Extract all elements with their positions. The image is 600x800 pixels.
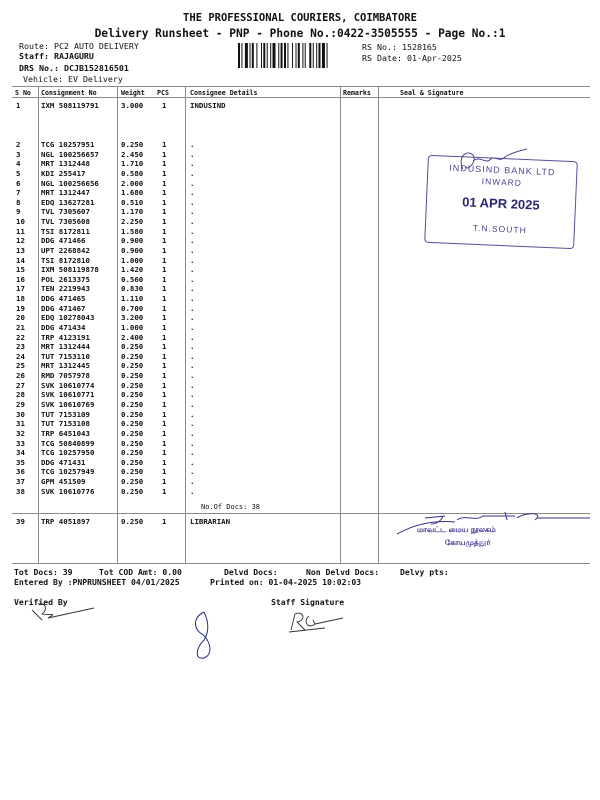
route-label: Route: PC2 AUTO DELIVERY <box>19 41 139 51</box>
table-row <box>0 458 600 467</box>
row-sno: 14 <box>16 255 25 265</box>
row-consignee: . <box>190 342 195 352</box>
row-weight: 0.250 <box>121 467 144 477</box>
row-pcs: 1 <box>162 149 167 159</box>
row-consignee: . <box>190 284 195 294</box>
row-sno: 18 <box>16 294 25 304</box>
row-pcs: 1 <box>162 517 167 526</box>
row-consignment-no: SVK 10610774 <box>41 380 95 390</box>
row-pcs: 1 <box>162 390 167 400</box>
row-consignee: LIBRARIAN <box>190 517 231 526</box>
row-consignee: . <box>190 477 195 487</box>
row-consignment-no: NGL 100256657 <box>41 149 99 159</box>
table-row <box>0 323 600 332</box>
row-consignee: . <box>190 255 195 265</box>
row-sno: 11 <box>16 226 25 236</box>
row-sno: 13 <box>16 245 25 255</box>
runsheet-title: Delivery Runsheet - PNP - Phone No.:0422-3505555 - Page No.:1 <box>94 27 506 40</box>
row-sno: 5 <box>16 168 21 178</box>
row-pcs: 1 <box>162 197 167 207</box>
table-row <box>0 410 600 419</box>
row-consignee: . <box>190 245 195 255</box>
barcode-bar <box>252 43 254 68</box>
row-weight: 0.250 <box>121 517 144 526</box>
row-sno: 8 <box>16 197 21 207</box>
row-pcs: 1 <box>162 303 167 313</box>
row-consignee: . <box>190 168 195 178</box>
row-consignment-no: MRT 1312444 <box>41 342 90 352</box>
row-consignee: . <box>190 265 195 275</box>
row-consignment-no: TRP 6451043 <box>41 428 90 438</box>
row-pcs: 1 <box>162 457 167 467</box>
barcode-bar <box>278 43 279 68</box>
table-row <box>0 284 600 293</box>
row-weight: 0.250 <box>121 380 144 390</box>
library-stamp-line1: மாவட்ட மைய நூலகம் <box>417 525 496 534</box>
row-pcs: 1 <box>162 419 167 429</box>
row-consignment-no: DDG 471434 <box>41 322 86 332</box>
library-stamp-line2: கோயமுத்தூர் <box>445 538 491 547</box>
row-weight: 2.250 <box>121 217 144 227</box>
row-consignment-no: TCG 10257950 <box>41 448 95 458</box>
row-consignment-no: GPM 451509 <box>41 477 86 487</box>
row-weight: 3.000 <box>121 101 144 110</box>
row-weight: 0.900 <box>121 236 144 246</box>
barcode-bar <box>281 43 283 68</box>
row-sno: 25 <box>16 361 25 371</box>
row-sno: 38 <box>16 486 25 496</box>
total-cod-amount: Tot COD Amt: 0.00 <box>99 567 182 577</box>
table-row <box>0 439 600 448</box>
row-sno: 26 <box>16 371 25 381</box>
stamp-region: T.N.SOUTH <box>472 222 527 236</box>
barcode-bar <box>302 43 303 68</box>
row-consignee: . <box>190 448 195 458</box>
row-sno: 32 <box>16 428 25 438</box>
row-pcs: 1 <box>162 178 167 188</box>
row-consignment-no: RMD 7057978 <box>41 371 90 381</box>
barcode-bar <box>298 43 300 68</box>
row-consignee: . <box>190 419 195 429</box>
row-consignment-no: TVL 7305607 <box>41 207 90 217</box>
row-pcs: 1 <box>162 207 167 217</box>
barcode-bar <box>263 43 265 68</box>
row-weight: 0.250 <box>121 477 144 487</box>
row-pcs: 1 <box>162 101 167 110</box>
header-bottom-border <box>12 97 590 98</box>
barcode-bar <box>273 43 276 68</box>
non-delivered-docs: Non Delvd Docs: <box>306 567 380 577</box>
row-sno: 30 <box>16 409 25 419</box>
col-header-weight: Weight <box>121 89 145 97</box>
barcode-bar <box>313 43 314 68</box>
rs-date: RS Date: 01-Apr-2025 <box>362 53 462 63</box>
row-consignment-no: TCG 50840899 <box>41 438 95 448</box>
table-row <box>0 304 600 313</box>
row-consignment-no: SVK 10610776 <box>41 486 95 496</box>
row-pcs: 1 <box>162 226 167 236</box>
row-sno: 6 <box>16 178 21 188</box>
row-consignment-no: POL 2613375 <box>41 274 90 284</box>
table-row <box>0 313 600 322</box>
verifier-signature-icon <box>28 600 98 622</box>
table-row <box>0 390 600 399</box>
row-consignment-no: IXM 508119791 <box>41 101 99 110</box>
barcode-bar <box>305 43 306 68</box>
row-sno: 31 <box>16 419 25 429</box>
table-row <box>0 361 600 370</box>
row-consignment-no: TUT 7153109 <box>41 409 90 419</box>
rs-number: RS No.: 1528165 <box>362 42 437 52</box>
col-header-sno: S No <box>15 89 31 97</box>
handwritten-mark-icon <box>190 610 220 665</box>
row-sno: 35 <box>16 457 25 467</box>
row-sno: 3 <box>16 149 21 159</box>
table-row <box>0 400 600 409</box>
row-weight: 0.250 <box>121 361 144 371</box>
row-consignee: . <box>190 159 195 169</box>
barcode-bar <box>327 43 328 68</box>
row-sno: 17 <box>16 284 25 294</box>
stamp-date: 01 APR 2025 <box>461 194 541 213</box>
row-pcs: 1 <box>162 265 167 275</box>
row-pcs: 1 <box>162 284 167 294</box>
barcode-icon <box>238 43 356 68</box>
row-consignment-no: TCG 10257951 <box>41 140 95 149</box>
row-consignment-no: DDG 471467 <box>41 303 86 313</box>
vehicle-label: Vehicle: EV Delivery <box>23 74 123 84</box>
row-weight: 0.560 <box>121 274 144 284</box>
row-weight: 1.420 <box>121 265 144 275</box>
row-consignment-no: KDI 255417 <box>41 168 86 178</box>
row-consignee: . <box>190 149 195 159</box>
table-row <box>0 419 600 428</box>
row-sno: 20 <box>16 313 25 323</box>
row-pcs: 1 <box>162 274 167 284</box>
barcode-bar <box>309 43 311 68</box>
row-consignee: . <box>190 486 195 496</box>
row-weight: 1.000 <box>121 322 144 332</box>
table-row <box>0 487 600 496</box>
row-consignment-no: IXM 508119878 <box>41 265 99 275</box>
row-sno: 2 <box>16 140 21 149</box>
row-sno: 24 <box>16 351 25 361</box>
row-consignment-no: NGL 100256656 <box>41 178 99 188</box>
printed-on: Printed on: 01-04-2025 10:02:03 <box>210 577 362 587</box>
row-sno: 9 <box>16 207 21 217</box>
row-consignee: . <box>190 322 195 332</box>
table-row <box>0 352 600 361</box>
row-weight: 0.250 <box>121 351 144 361</box>
table-row <box>0 294 600 303</box>
row-sno: 12 <box>16 236 25 246</box>
row-weight: 2.400 <box>121 332 144 342</box>
row-consignee: . <box>190 400 195 409</box>
row-weight: 0.250 <box>121 438 144 448</box>
barcode-bar <box>238 43 240 68</box>
bank-signature-icon <box>455 147 535 177</box>
barcode-bar <box>245 43 248 68</box>
row-pcs: 1 <box>162 322 167 332</box>
row-pcs: 1 <box>162 140 167 149</box>
row-sno: 1 <box>16 101 21 110</box>
staff-signature-icon <box>285 610 345 634</box>
row-weight: 0.580 <box>121 168 144 178</box>
drs-number: DRS No.: DCJB152816501 <box>19 63 129 73</box>
barcode-bar <box>296 43 297 68</box>
row-sno: 37 <box>16 477 25 487</box>
row-consignee: . <box>190 236 195 246</box>
col-header-remarks: Remarks <box>343 89 371 97</box>
table-row <box>0 467 600 476</box>
row-pcs: 1 <box>162 188 167 198</box>
company-title: THE PROFESSIONAL COURIERS, COIMBATORE <box>183 12 417 24</box>
table-row <box>0 265 600 274</box>
row-pcs: 1 <box>162 371 167 381</box>
row-sno: 36 <box>16 467 25 477</box>
row-consignment-no: MRT 1312445 <box>41 361 90 371</box>
row-consignment-no: MRT 1312447 <box>41 188 90 198</box>
delivery-points: Delvy pts: <box>400 567 449 577</box>
staff-label: Staff: RAJAGURU <box>19 51 94 61</box>
row-sno: 27 <box>16 380 25 390</box>
row-consignee: . <box>190 438 195 448</box>
row-consignee: . <box>190 207 195 217</box>
row-weight: 1.580 <box>121 226 144 236</box>
row-consignee: . <box>190 457 195 467</box>
row-sno: 34 <box>16 448 25 458</box>
row-consignee: . <box>190 178 195 188</box>
row-pcs: 1 <box>162 168 167 178</box>
row-weight: 0.700 <box>121 303 144 313</box>
row-consignment-no: SVK 10610771 <box>41 390 95 400</box>
row-consignee: . <box>190 140 195 149</box>
total-docs: Tot Docs: 39 <box>14 567 73 577</box>
row-pcs: 1 <box>162 236 167 246</box>
table-row <box>0 101 600 110</box>
barcode-bar <box>241 43 242 68</box>
row-pcs: 1 <box>162 332 167 342</box>
barcode-bar <box>284 43 286 68</box>
col-header-seal: Seal & Signature <box>400 89 464 97</box>
row-pcs: 1 <box>162 159 167 169</box>
group-doc-count: No.Of Docs: 38 <box>201 503 261 511</box>
table-row <box>0 333 600 342</box>
table-row <box>0 275 600 284</box>
row-consignment-no: DDG 471466 <box>41 236 86 246</box>
row-pcs: 1 <box>162 351 167 361</box>
row-weight: 0.250 <box>121 140 144 149</box>
row-pcs: 1 <box>162 380 167 390</box>
row-consignment-no: TRP 4123191 <box>41 332 90 342</box>
row-weight: 1.170 <box>121 207 144 217</box>
row-consignment-no: TCG 10257949 <box>41 467 95 477</box>
row-weight: 0.900 <box>121 245 144 255</box>
table-row <box>0 429 600 438</box>
row-consignment-no: DDG 471431 <box>41 457 86 467</box>
row-consignee: . <box>190 294 195 304</box>
row-pcs: 1 <box>162 217 167 227</box>
row-consignee: . <box>190 197 195 207</box>
row-consignee: . <box>190 390 195 400</box>
table-row <box>0 371 600 380</box>
row-weight: 1.680 <box>121 188 144 198</box>
row-weight: 3.200 <box>121 313 144 323</box>
row-pcs: 1 <box>162 486 167 496</box>
row-pcs: 1 <box>162 313 167 323</box>
row-pcs: 1 <box>162 467 167 477</box>
row-consignment-no: TRP 4051897 <box>41 517 90 526</box>
row-consignee: INDUSIND <box>190 101 226 110</box>
row-consignment-no: TEN 2219943 <box>41 284 90 294</box>
row-weight: 0.250 <box>121 342 144 352</box>
barcode-bar <box>261 43 262 68</box>
row-weight: 0.250 <box>121 400 144 409</box>
stamp-bank-name: INDUSIND BANK LTD <box>449 162 556 178</box>
row-sno: 7 <box>16 188 21 198</box>
barcode-bar <box>267 43 268 68</box>
table-bottom-border <box>12 563 590 564</box>
row-sno: 19 <box>16 303 25 313</box>
verified-by-label: Verified By <box>14 597 68 607</box>
row-sno: 15 <box>16 265 25 275</box>
row-consignee: . <box>190 371 195 381</box>
table-row <box>0 256 600 265</box>
row-consignment-no: EDQ 10278043 <box>41 313 95 323</box>
barcode-bar <box>250 43 251 68</box>
row-sno: 33 <box>16 438 25 448</box>
row-sno: 4 <box>16 159 21 169</box>
row-sno: 22 <box>16 332 25 342</box>
barcode-bar <box>287 43 288 68</box>
table-row <box>0 342 600 351</box>
row-consignment-no: TSI 8172810 <box>41 255 90 265</box>
row-consignment-no: UPT 2268842 <box>41 245 90 255</box>
row-weight: 0.250 <box>121 486 144 496</box>
row-consignment-no: TVL 7305608 <box>41 217 90 227</box>
row-weight: 0.250 <box>121 457 144 467</box>
entered-by: Entered By :PNPRUNSHEET 04/01/2025 <box>14 577 180 587</box>
row-sno: 23 <box>16 342 25 352</box>
row-consignee: . <box>190 274 195 284</box>
row-weight: 1.710 <box>121 159 144 169</box>
row-consignee: . <box>190 226 195 236</box>
row-consignee: . <box>190 361 195 371</box>
row-weight: 0.510 <box>121 197 144 207</box>
row-sno: 39 <box>16 517 25 526</box>
row-pcs: 1 <box>162 294 167 304</box>
row-weight: 0.250 <box>121 448 144 458</box>
row-consignee: . <box>190 428 195 438</box>
staff-signature-label: Staff Signature <box>271 597 345 607</box>
row-pcs: 1 <box>162 448 167 458</box>
row-consignee: . <box>190 351 195 361</box>
barcode-bar <box>322 43 325 68</box>
table-row <box>0 246 600 255</box>
row-weight: 2.450 <box>121 149 144 159</box>
row-weight: 0.250 <box>121 409 144 419</box>
row-consignee: . <box>190 313 195 323</box>
row-consignment-no: EDQ 13627281 <box>41 197 95 207</box>
barcode-bar <box>319 43 321 68</box>
col-header-consignee: Consignee Details <box>190 89 258 97</box>
row-consignee: . <box>190 303 195 313</box>
row-sno: 21 <box>16 322 25 332</box>
row-pcs: 1 <box>162 409 167 419</box>
row-weight: 0.250 <box>121 371 144 381</box>
row-consignment-no: MRT 1312448 <box>41 159 90 169</box>
row-consignee: . <box>190 467 195 477</box>
row-pcs: 1 <box>162 361 167 371</box>
row-consignee: . <box>190 188 195 198</box>
row-sno: 28 <box>16 390 25 400</box>
row-pcs: 1 <box>162 477 167 487</box>
row-pcs: 1 <box>162 438 167 448</box>
row-consignment-no: SVK 10610769 <box>41 400 95 409</box>
table-row <box>0 477 600 486</box>
row-weight: 0.250 <box>121 390 144 400</box>
row-consignment-no: TSI 8172811 <box>41 226 90 236</box>
row-pcs: 1 <box>162 255 167 265</box>
row-pcs: 1 <box>162 400 167 409</box>
barcode-bar <box>292 43 293 68</box>
row-weight: 0.250 <box>121 419 144 429</box>
row-consignment-no: TUT 7153108 <box>41 419 90 429</box>
row-pcs: 1 <box>162 428 167 438</box>
row-consignee: . <box>190 380 195 390</box>
row-consignee: . <box>190 409 195 419</box>
col-header-consignment: Consignment No <box>41 89 97 97</box>
row-sno: 10 <box>16 217 25 227</box>
row-weight: 1.110 <box>121 294 144 304</box>
row-pcs: 1 <box>162 245 167 255</box>
row-sno: 29 <box>16 400 25 409</box>
row-weight: 0.250 <box>121 428 144 438</box>
table-row <box>0 448 600 457</box>
row-consignee: . <box>190 217 195 227</box>
delivered-docs: Delvd Docs: <box>224 567 278 577</box>
barcode-bar <box>316 43 317 68</box>
row-weight: 2.000 <box>121 178 144 188</box>
table-top-border <box>12 86 590 87</box>
row-consignment-no: TUT 7153110 <box>41 351 90 361</box>
col-header-pcs: PCS <box>157 89 169 97</box>
barcode-bar <box>270 43 271 68</box>
barcode-bar <box>256 43 257 68</box>
row-weight: 1.000 <box>121 255 144 265</box>
row-pcs: 1 <box>162 342 167 352</box>
stamp-inward: INWARD <box>481 176 523 188</box>
row-consignment-no: DDG 471465 <box>41 294 86 304</box>
row-weight: 0.830 <box>121 284 144 294</box>
row-consignee: . <box>190 332 195 342</box>
table-row <box>0 381 600 390</box>
row-sno: 16 <box>16 274 25 284</box>
